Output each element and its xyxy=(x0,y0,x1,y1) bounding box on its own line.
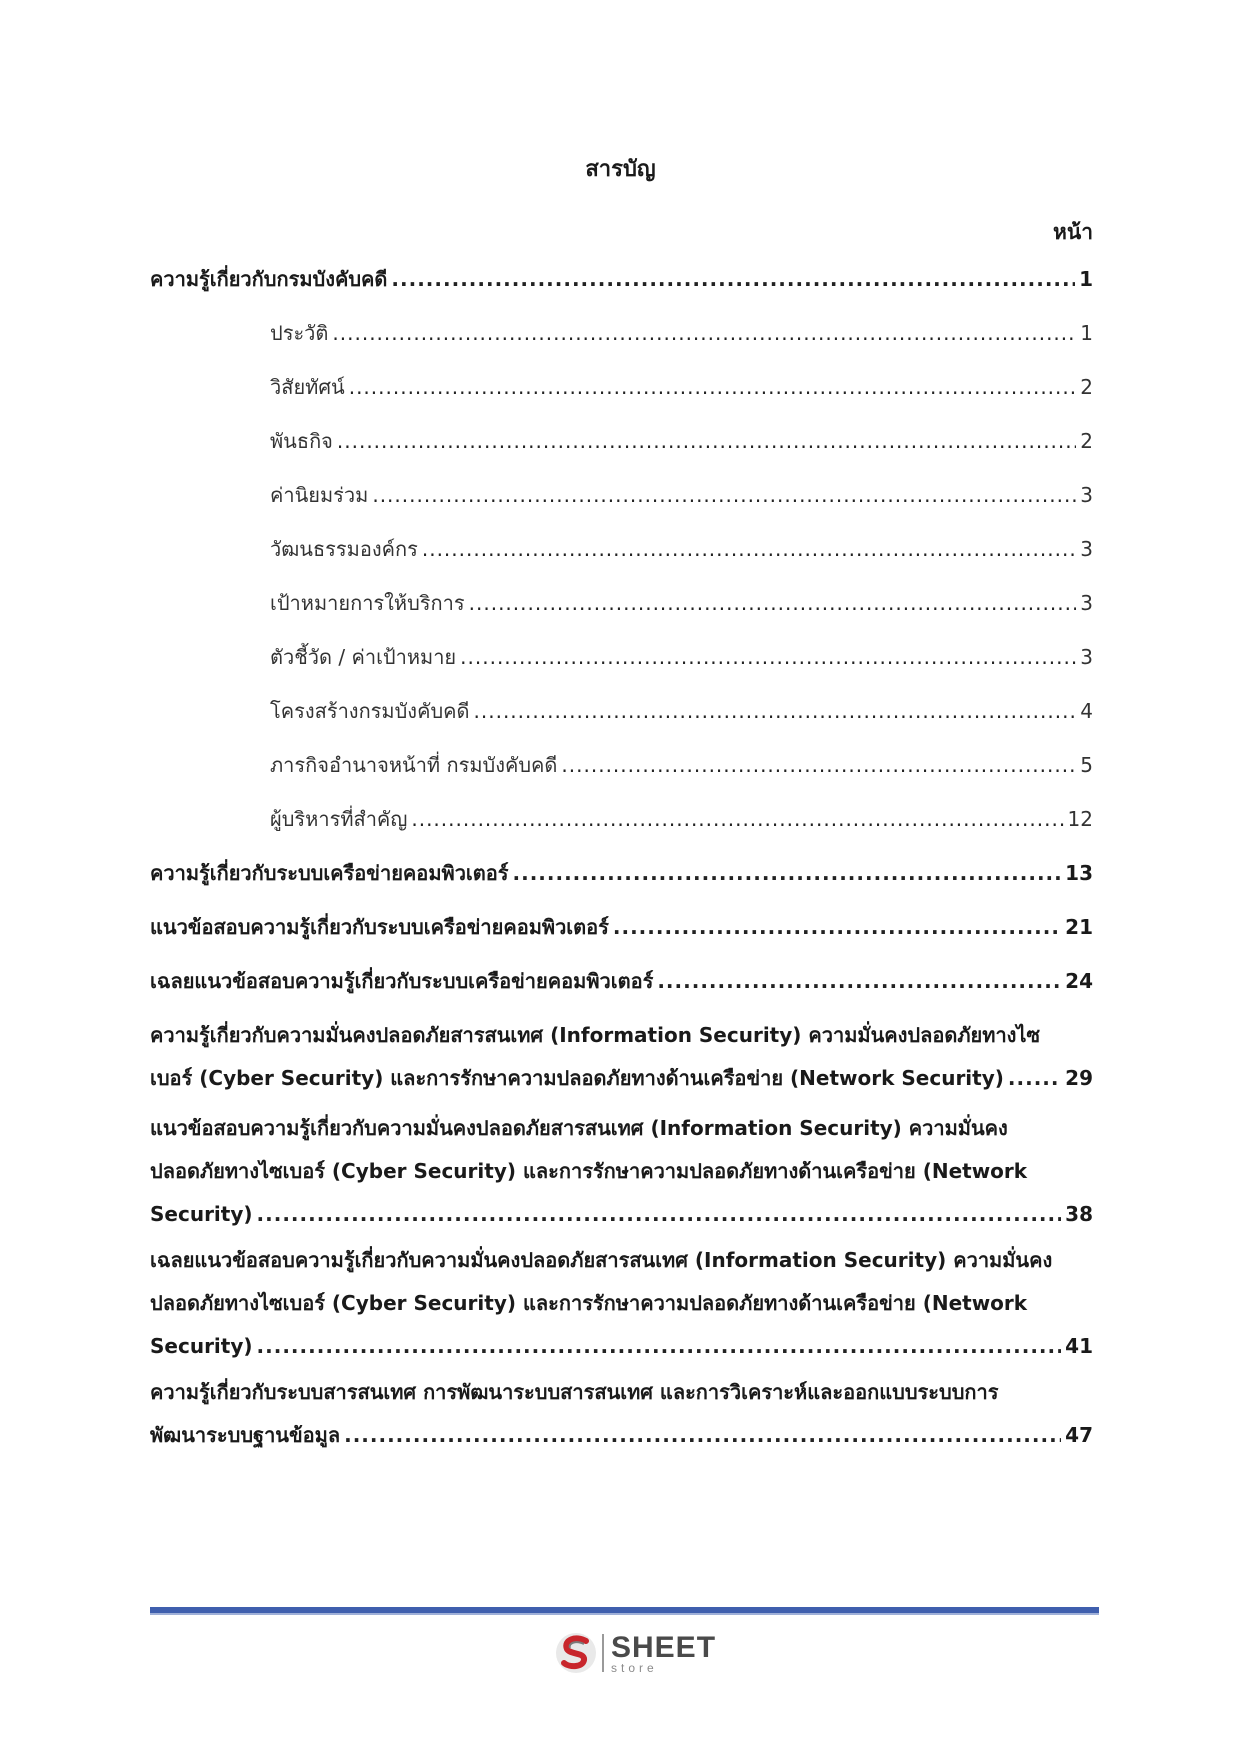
toc-page-number: 24 xyxy=(1065,969,1093,993)
dot-leader xyxy=(1008,1057,1061,1100)
toc-entry-title: พัฒนาระบบฐานข้อมูล xyxy=(150,1423,341,1447)
logo-main-text: SHEET xyxy=(611,1630,717,1664)
toc-title: สารบัญ xyxy=(585,157,656,182)
toc-entry-row xyxy=(150,852,1093,895)
toc-entry-line: แนวข้อสอบความรู้เกี่ยวกับความมั่นคงปลอดภัยสารสนเทศ (Information Security) ความมั่นคง xyxy=(150,1116,1008,1140)
toc-subentry xyxy=(270,420,1093,463)
toc-subentry xyxy=(270,582,1093,625)
toc-entry-row xyxy=(150,1057,1093,1100)
toc-entry-line: ปลอดภัยทางไซเบอร์ (Cyber Security) และการรักษาความปลอดภัยทางด้านเครือข่าย (Network xyxy=(150,1159,1028,1183)
logo-separator xyxy=(602,1634,604,1672)
logo-wordmark xyxy=(611,1630,717,1675)
toc-entry-line: ปลอดภัยทางไซเบอร์ (Cyber Security) และการรักษาความปลอดภัยทางด้านเครือข่าย (Network xyxy=(150,1291,1028,1315)
toc-entry-row xyxy=(270,690,1093,733)
toc-page-number: 3 xyxy=(1080,591,1093,615)
toc-entry-line: ความรู้เกี่ยวกับระบบสารสนเทศ การพัฒนาระบบสารสนเทศ และการวิเคราะห์และออกแบบระบบการ xyxy=(150,1380,999,1404)
toc-entry-row xyxy=(270,312,1093,355)
toc-entry xyxy=(150,1107,1093,1236)
toc-entry xyxy=(150,258,1093,301)
dot-leader xyxy=(257,1325,1062,1368)
toc-entry-title: ค่านิยมร่วม xyxy=(270,483,369,507)
dot-leader xyxy=(337,420,1076,463)
toc-subentry xyxy=(270,366,1093,409)
toc-entry xyxy=(150,1371,1093,1457)
toc-subentry xyxy=(270,744,1093,787)
logo-sub-text: store xyxy=(611,1660,658,1675)
toc-entry-title: พันธกิจ xyxy=(270,429,333,453)
toc-subentry xyxy=(270,474,1093,517)
page-column-header: หน้า xyxy=(1053,220,1093,244)
toc-page-number: 12 xyxy=(1067,807,1093,831)
toc-entry-row xyxy=(150,960,1093,1003)
toc-entry-row xyxy=(270,474,1093,517)
toc-entry-title: เบอร์ (Cyber Security) และการรักษาความปลอดภัยทางด้านเครือข่าย (Network Security) xyxy=(150,1066,1004,1090)
toc-entry-title: Security) xyxy=(150,1334,253,1358)
table-of-contents xyxy=(150,0,1093,1600)
toc-entry-title: เฉลยแนวข้อสอบความรู้เกี่ยวกับระบบเครือข่ายคอมพิวเตอร์ xyxy=(150,969,654,993)
toc-page-number: 3 xyxy=(1080,645,1093,669)
toc-entry-title: ความรู้เกี่ยวกับกรมบังคับคดี xyxy=(150,267,388,291)
toc-entry-title: แนวข้อสอบความรู้เกี่ยวกับระบบเครือข่ายคอมพิวเตอร์ xyxy=(150,915,609,939)
dot-leader xyxy=(657,960,1061,1003)
dot-leader xyxy=(460,636,1076,679)
toc-entry-row xyxy=(150,1193,1093,1236)
toc-entry xyxy=(150,1014,1093,1100)
footer-divider xyxy=(150,1607,1099,1615)
dot-leader xyxy=(561,744,1076,787)
toc-entry-row xyxy=(150,906,1093,949)
toc-subentry xyxy=(270,798,1093,841)
dot-leader xyxy=(349,366,1077,409)
toc-entry xyxy=(150,852,1093,895)
toc-subentry xyxy=(270,528,1093,571)
toc-entry-title: ภารกิจอำนาจหน้าที่ กรมบังคับคดี xyxy=(270,753,558,777)
toc-entry-line: ความรู้เกี่ยวกับความมั่นคงปลอดภัยสารสนเทศ (Information Security) ความมั่นคงปลอดภัยทางไซ xyxy=(150,1023,1041,1047)
toc-entry-title: ความรู้เกี่ยวกับระบบเครือข่ายคอมพิวเตอร์ xyxy=(150,861,509,885)
toc-page-number: 21 xyxy=(1065,915,1093,939)
dot-leader xyxy=(372,474,1076,517)
dot-leader xyxy=(391,258,1075,301)
dot-leader xyxy=(257,1193,1062,1236)
toc-page-number: 41 xyxy=(1065,1334,1093,1358)
toc-page-number: 3 xyxy=(1080,483,1093,507)
toc-entry-title: Security) xyxy=(150,1202,253,1226)
toc-entry-title: เป้าหมายการให้บริการ xyxy=(270,591,465,615)
toc-entry-row xyxy=(270,582,1093,625)
toc-page-number: 5 xyxy=(1080,753,1093,777)
toc-entry xyxy=(150,960,1093,1003)
dot-leader xyxy=(474,690,1077,733)
toc-subentry xyxy=(270,636,1093,679)
toc-page-number: 13 xyxy=(1065,861,1093,885)
toc-page-number: 1 xyxy=(1080,321,1093,345)
toc-entry-row xyxy=(150,258,1093,301)
dot-leader xyxy=(411,798,1063,841)
toc-entry-title: โครงสร้างกรมบังคับคดี xyxy=(270,699,470,723)
toc-entry-row xyxy=(270,798,1093,841)
toc-page-number: 38 xyxy=(1065,1202,1093,1226)
toc-subentry xyxy=(270,690,1093,733)
toc-entry-row xyxy=(270,528,1093,571)
dot-leader xyxy=(344,1414,1061,1457)
dot-leader xyxy=(332,312,1076,355)
toc-entry-title: ตัวชี้วัด / ค่าเป้าหมาย xyxy=(270,645,457,669)
toc-entry-row xyxy=(270,744,1093,787)
toc-entry-title: ประวัติ xyxy=(270,321,329,345)
toc-entry-row xyxy=(270,366,1093,409)
toc-entry-row xyxy=(270,420,1093,463)
toc-entry-row xyxy=(150,1414,1093,1457)
sheet-store-logo xyxy=(554,1628,724,1678)
toc-page-number: 2 xyxy=(1080,375,1093,399)
toc-page-number: 29 xyxy=(1065,1066,1093,1090)
toc-entry xyxy=(150,906,1093,949)
toc-entry xyxy=(150,1239,1093,1368)
toc-entry-row xyxy=(270,636,1093,679)
toc-entry-row xyxy=(150,1325,1093,1368)
toc-page-number: 47 xyxy=(1065,1423,1093,1447)
toc-subentry xyxy=(270,312,1093,355)
toc-entry-line: เฉลยแนวข้อสอบความรู้เกี่ยวกับความมั่นคงปลอดภัยสารสนเทศ (Information Security) ความมั่นคง xyxy=(150,1248,1053,1272)
dot-leader xyxy=(513,852,1062,895)
toc-entry-title: วัฒนธรรมองค์กร xyxy=(270,537,418,561)
dot-leader xyxy=(469,582,1077,625)
toc-entry-title: ผู้บริหารที่สำคัญ xyxy=(270,807,408,831)
dot-leader xyxy=(613,906,1061,949)
toc-page-number: 4 xyxy=(1080,699,1093,723)
toc-page-number: 1 xyxy=(1079,267,1093,291)
dot-leader xyxy=(422,528,1076,571)
toc-page-number: 2 xyxy=(1080,429,1093,453)
toc-page-number: 3 xyxy=(1080,537,1093,561)
toc-entry-title: วิสัยทัศน์ xyxy=(270,375,345,399)
sheet-store-logo-icon xyxy=(554,1631,598,1675)
